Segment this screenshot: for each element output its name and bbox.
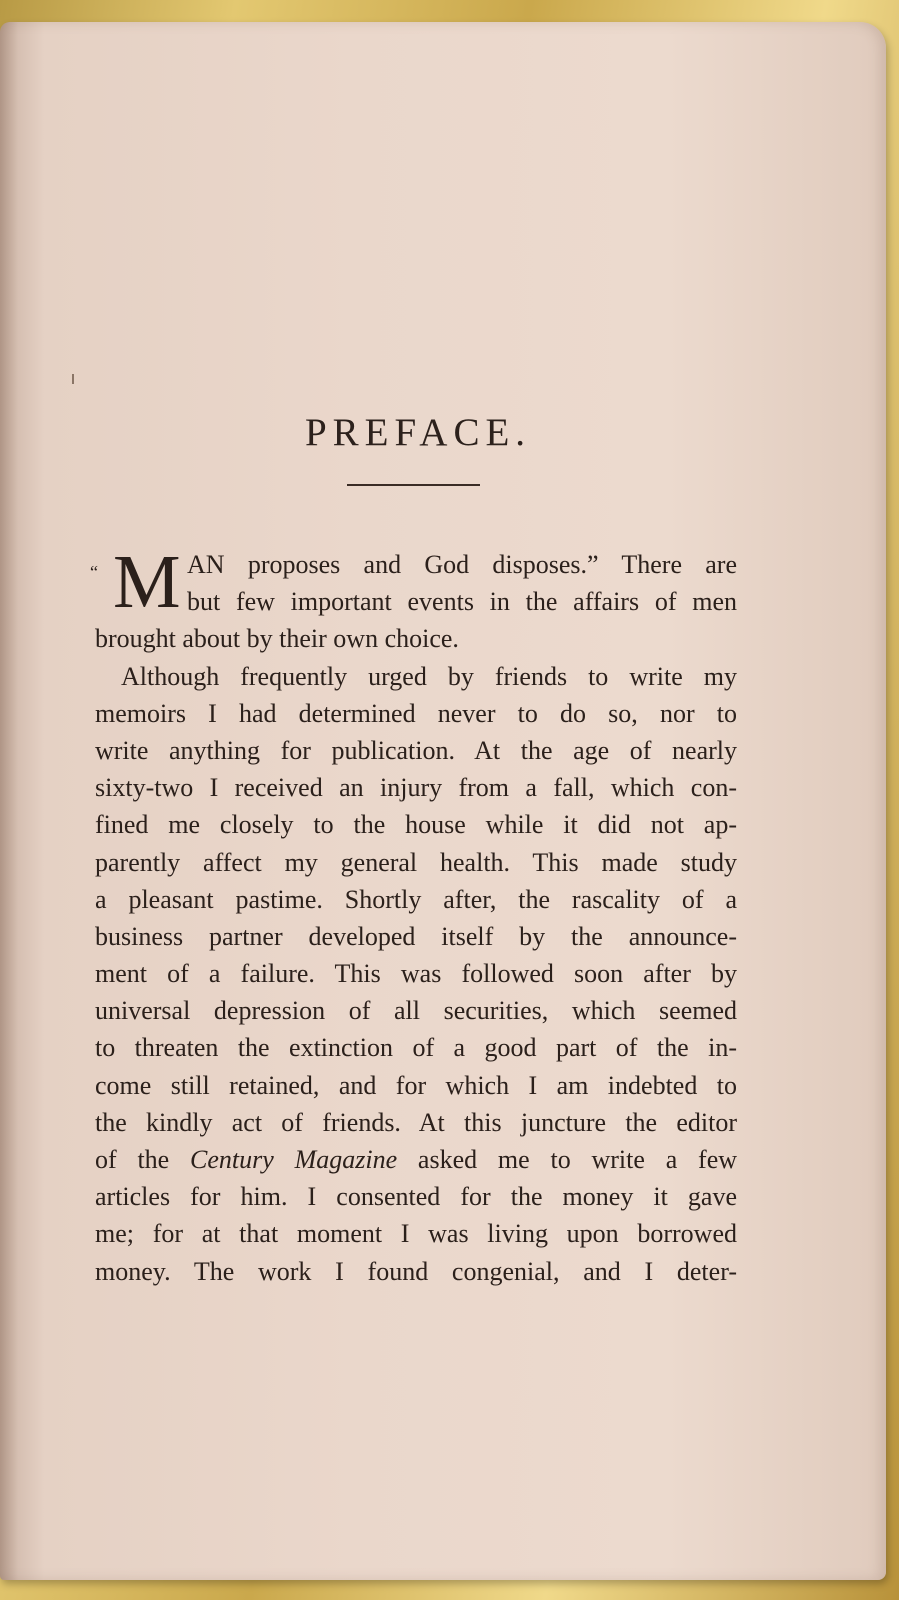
text-line: fined me closely to the house while it did not ap- <box>95 810 737 840</box>
text-line: money. The work I found congenial, and I deter- <box>95 1256 737 1286</box>
preface-body <box>90 540 738 1290</box>
title-rule <box>347 484 480 486</box>
drop-cap-letter: M <box>113 540 181 624</box>
text-line: come still retained, and for which I am indebted to <box>95 1070 737 1100</box>
text-line: but few important events in the affairs of men <box>187 587 737 617</box>
text-line: the kindly act of friends. At this juncture the editor <box>95 1107 737 1137</box>
text-line: articles for him. I consented for the money it gave <box>95 1182 737 1212</box>
text-line-with-italic <box>95 1141 737 1178</box>
text-line: brought about by their own choice. <box>95 624 459 654</box>
text-line: business partner developed itself by the announce- <box>95 921 737 951</box>
page-gutter-shadow <box>0 22 18 1580</box>
text-line: ment of a failure. This was followed soon after by <box>95 959 737 989</box>
text-run: asked me to write a few <box>397 1145 738 1174</box>
text-line: write anything for publication. At the age of nearly <box>95 735 737 765</box>
text-line: to threaten the extinction of a good part of the in- <box>95 1033 737 1063</box>
text-run: of the <box>95 1145 191 1174</box>
page-mark <box>72 374 74 384</box>
opening-quote-mark: “ <box>90 562 98 582</box>
text-line: me; for at that moment I was living upon borrowed <box>95 1219 737 1249</box>
opening-paragraph-start <box>90 540 737 624</box>
text-line: AN proposes and God disposes.” There are <box>187 550 737 579</box>
book-page <box>0 22 886 1580</box>
text-line: a pleasant pastime. Shortly after, the rascality of a <box>95 884 737 914</box>
text-line: sixty-two I received an injury from a fall, which con- <box>95 773 737 803</box>
italic-magazine-title: Century Magazine <box>190 1145 398 1174</box>
page-title: PREFACE. <box>304 411 532 454</box>
text-line: memoirs I had determined never to do so, nor to <box>95 698 737 728</box>
text-line: Although frequently urged by friends to write my <box>121 661 737 691</box>
text-line: universal depression of all securities, which seemed <box>95 996 737 1026</box>
text-line: parently affect my general health. This made study <box>95 847 737 877</box>
